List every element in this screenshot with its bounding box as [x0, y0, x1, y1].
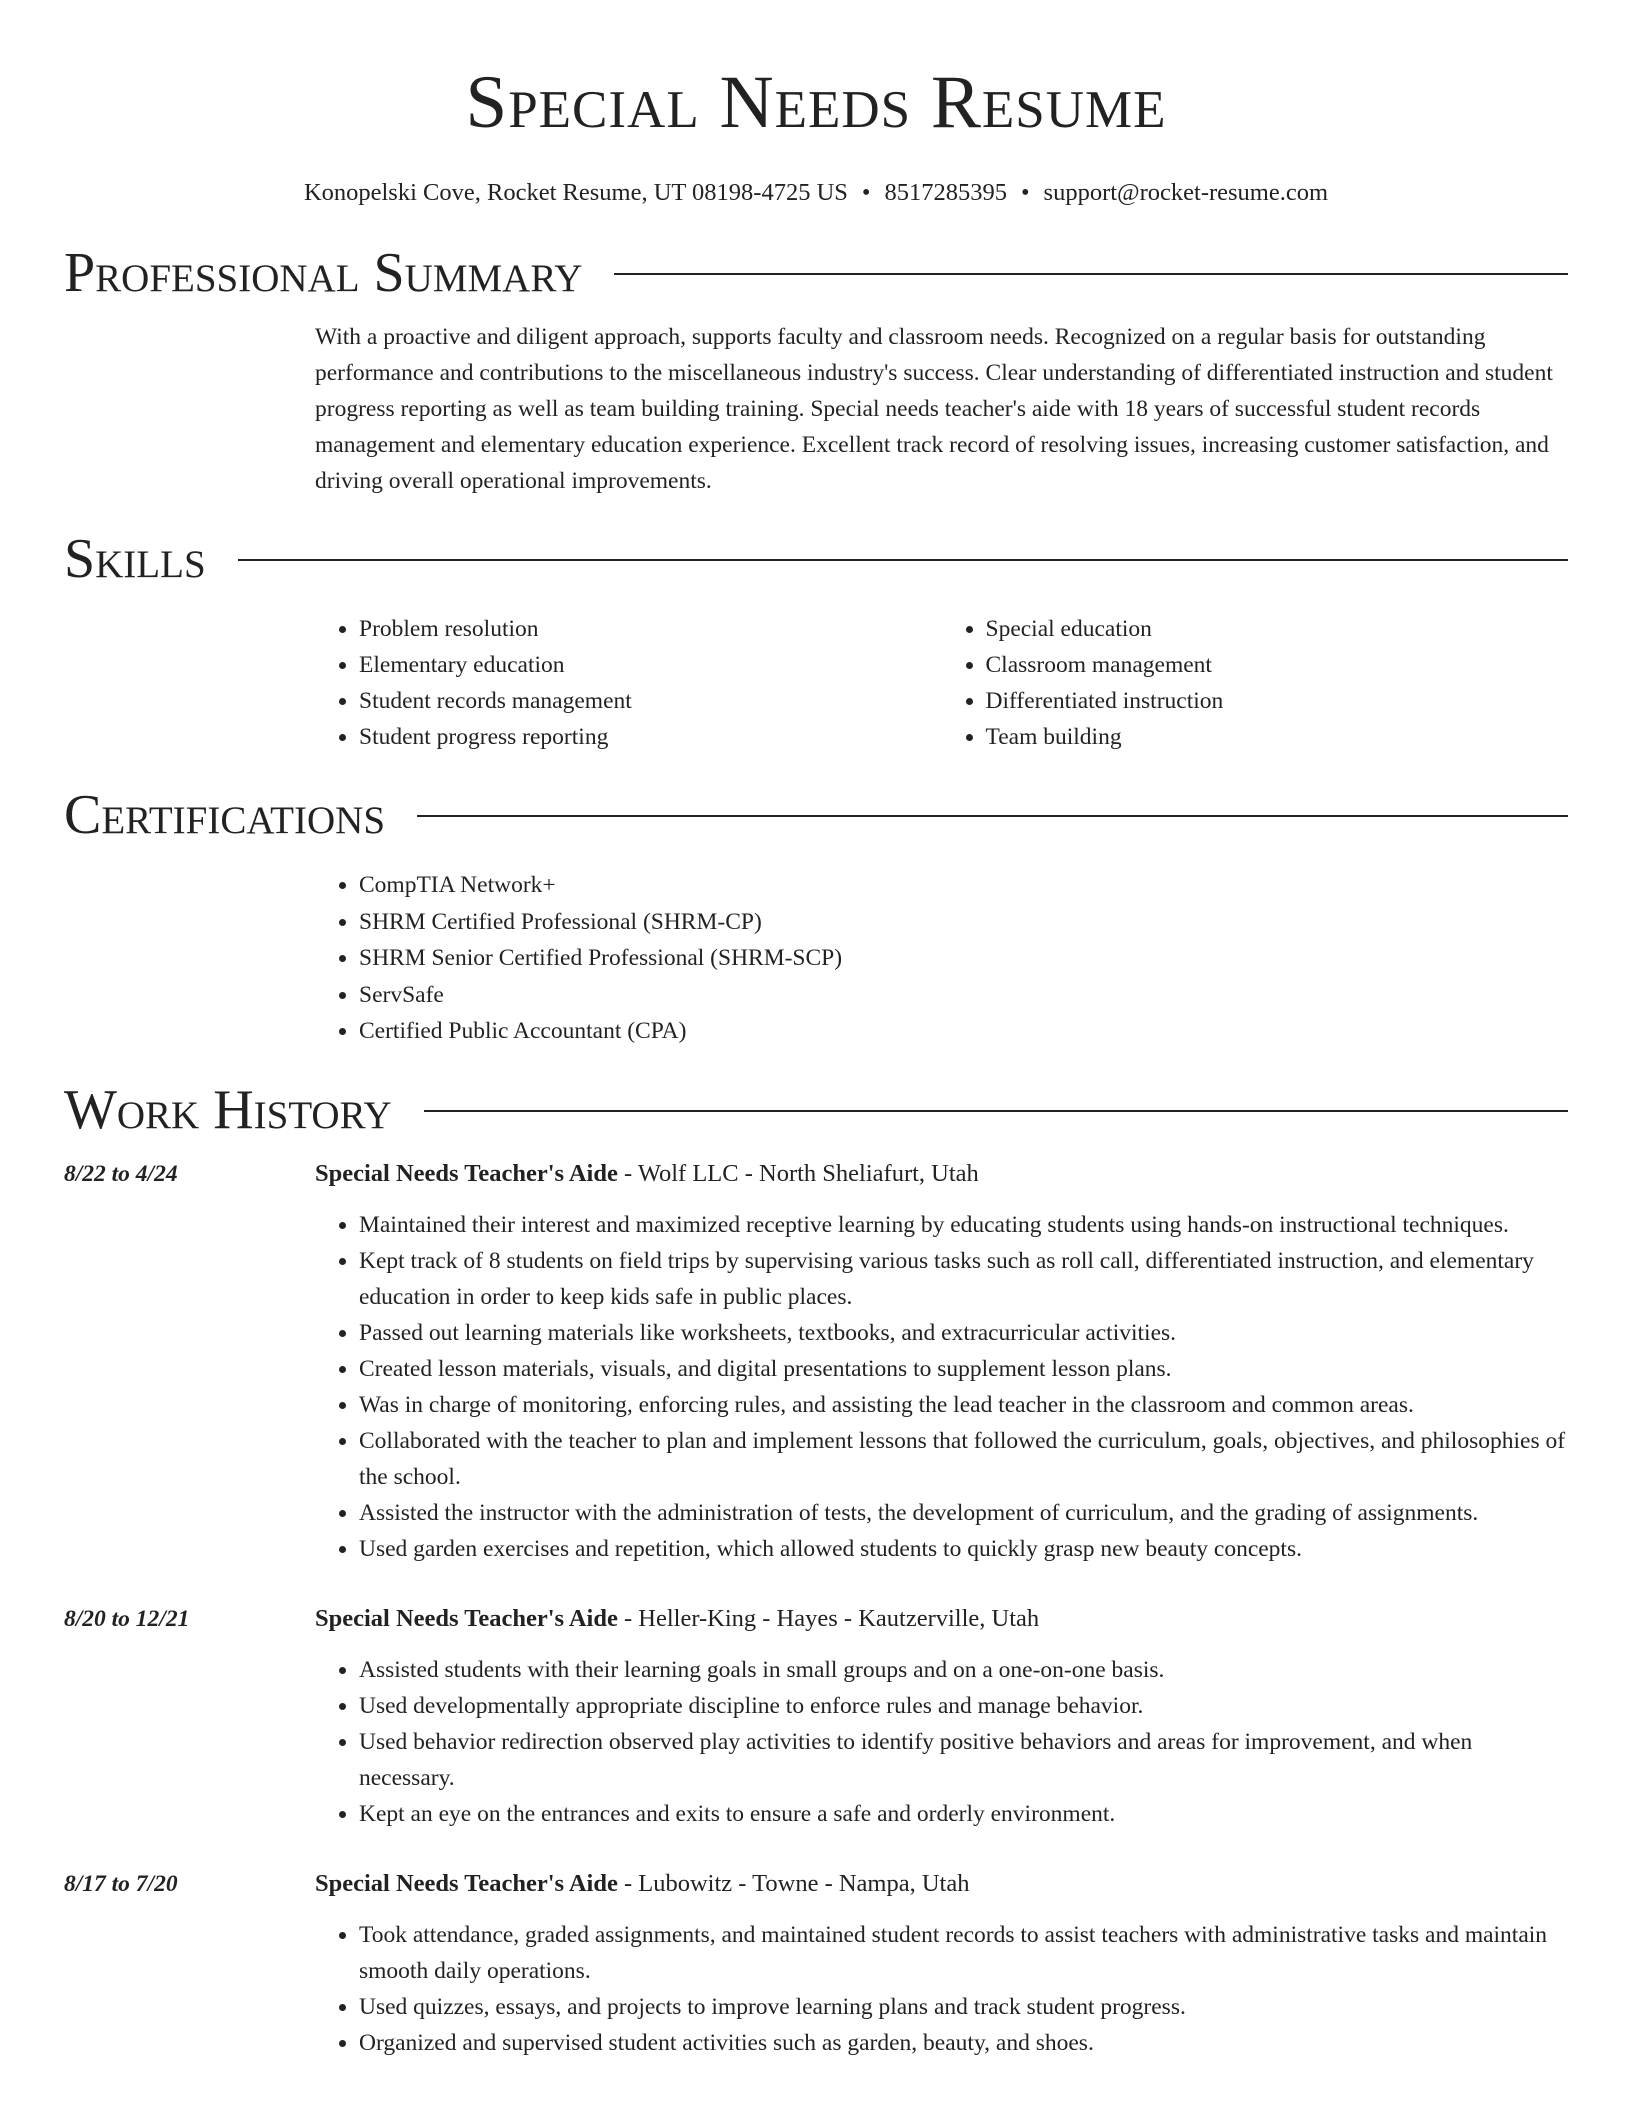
certifications-list	[315, 867, 1568, 1050]
job-heading	[315, 1601, 1568, 1637]
resume-title: Special Needs Resume	[465, 61, 1167, 144]
skills-list	[315, 611, 1568, 755]
job-title: Special Needs Teacher's Aide	[315, 1869, 618, 1897]
contact-email: support@rocket-resume.com	[1043, 179, 1329, 206]
job-bullet: • Kept track of 8 students on field trips by supervising various tasks such as roll call, differentiated instruction, and elementary education in order to keep kids safe in public places.	[359, 1243, 1568, 1315]
job-details	[315, 1601, 1568, 1832]
job-employer: - Wolf LLC - North Sheliafurt, Utah	[617, 1159, 979, 1187]
job-bullet: • Took attendance, graded assignments, and maintained student records to assist teachers with administrative tasks and maintain smooth daily operations.	[359, 1917, 1568, 1989]
skill-item: • Elementary education	[359, 647, 942, 683]
section-divider	[424, 1110, 1568, 1112]
job-heading	[315, 1156, 1568, 1192]
contact-separator: •	[861, 179, 871, 206]
job-bullet: • Collaborated with the teacher to plan and implement lessons that followed the curriculum, goals, objectives, and philosophies of the school.	[359, 1423, 1568, 1495]
job-entry	[64, 1601, 1568, 1832]
job-bullet: • Used behavior redirection observed play activities to identify positive behaviors and areas for improvement, and when necessary.	[359, 1724, 1568, 1796]
job-employer: - Heller-King - Hayes - Kautzerville, Utah	[617, 1604, 1040, 1632]
skills-section-header	[64, 529, 1568, 589]
work-history-section-header	[64, 1080, 1568, 1140]
certification-item: • SHRM Certified Professional (SHRM-CP)	[359, 904, 1568, 941]
resume-page	[64, 0, 1568, 2061]
job-bullets	[315, 1652, 1568, 1832]
contact-line	[64, 178, 1568, 208]
job-bullet: • Assisted students with their learning goals in small groups and on a one-on-one basis.	[359, 1652, 1568, 1688]
job-heading	[315, 1866, 1568, 1902]
job-bullet: • Kept an eye on the entrances and exits to ensure a safe and orderly environment.	[359, 1796, 1568, 1832]
certification-item: • Certified Public Accountant (CPA)	[359, 1013, 1568, 1050]
section-divider	[238, 559, 1568, 561]
skill-item: • Student records management	[359, 683, 942, 719]
certification-item: • ServSafe	[359, 977, 1568, 1014]
job-title: Special Needs Teacher's Aide	[315, 1159, 618, 1187]
job-employer: - Lubowitz - Towne - Nampa, Utah	[617, 1869, 970, 1897]
job-bullet: • Was in charge of monitoring, enforcing rules, and assisting the lead teacher in the classroom and common areas.	[359, 1387, 1568, 1423]
job-bullet: • Passed out learning materials like worksheets, textbooks, and extracurricular activities.	[359, 1315, 1568, 1351]
job-bullet: • Created lesson materials, visuals, and digital presentations to supplement lesson plans.	[359, 1351, 1568, 1387]
job-bullet: • Used quizzes, essays, and projects to improve learning plans and track student progress.	[359, 1989, 1568, 2025]
job-details	[315, 1156, 1568, 1567]
certifications-heading: Certifications	[64, 784, 386, 846]
skill-item: • Classroom management	[986, 647, 1569, 683]
certification-item: • CompTIA Network+	[359, 867, 1568, 904]
summary-text: With a proactive and diligent approach, supports faculty and classroom needs. Recognized on a regular basis for outstanding performance and contributions to the miscellaneous industry's success. Clear understanding of differentiated instruction and student progress reporting as well as team building training. Special needs teacher's aide with 18 years of successful student records management and elementary education experience. Excellent track record of resolving issues, increasing customer satisfaction, and driving overall operational improvements.	[315, 324, 1553, 494]
skills-column-right	[942, 611, 1569, 755]
contact-phone: 8517285395	[884, 179, 1007, 206]
section-divider	[417, 815, 1568, 817]
job-details	[315, 1866, 1568, 2061]
job-dates: 8/20 to 12/21	[64, 1605, 190, 1632]
skill-item: • Special education	[986, 611, 1569, 647]
skill-item: • Student progress reporting	[359, 719, 942, 755]
skill-item: • Problem resolution	[359, 611, 942, 647]
job-bullet: • Assisted the instructor with the administration of tests, the development of curriculum, and the grading of assignments.	[359, 1495, 1568, 1531]
summary-heading: Professional Summary	[64, 242, 583, 304]
job-bullet: • Maintained their interest and maximized receptive learning by educating students using hands-on instructional techniques.	[359, 1207, 1568, 1243]
work-history-heading: Work History	[64, 1078, 392, 1141]
certification-item: • SHRM Senior Certified Professional (SHRM-SCP)	[359, 940, 1568, 977]
skill-item: • Team building	[986, 719, 1569, 755]
job-title: Special Needs Teacher's Aide	[315, 1604, 618, 1632]
summary-section-header	[64, 243, 1568, 303]
job-bullets	[315, 1207, 1568, 1567]
section-divider	[614, 273, 1568, 275]
skills-column-left	[315, 611, 942, 755]
certifications-section-header	[64, 785, 1568, 845]
job-entry	[64, 1866, 1568, 2061]
job-bullets	[315, 1917, 1568, 2061]
contact-separator: •	[1020, 179, 1030, 206]
job-bullet: • Used garden exercises and repetition, which allowed students to quickly grasp new beauty concepts.	[359, 1531, 1568, 1567]
skill-item: • Differentiated instruction	[986, 683, 1569, 719]
job-dates: 8/22 to 4/24	[64, 1160, 178, 1187]
skills-heading: Skills	[64, 528, 206, 590]
job-bullet: • Organized and supervised student activities such as garden, beauty, and shoes.	[359, 2025, 1568, 2061]
job-dates: 8/17 to 7/20	[64, 1870, 178, 1897]
job-bullet: • Used developmentally appropriate discipline to enforce rules and manage behavior.	[359, 1688, 1568, 1724]
job-entry	[64, 1156, 1568, 1567]
contact-address: Konopelski Cove, Rocket Resume, UT 08198-4725 US	[303, 179, 848, 206]
